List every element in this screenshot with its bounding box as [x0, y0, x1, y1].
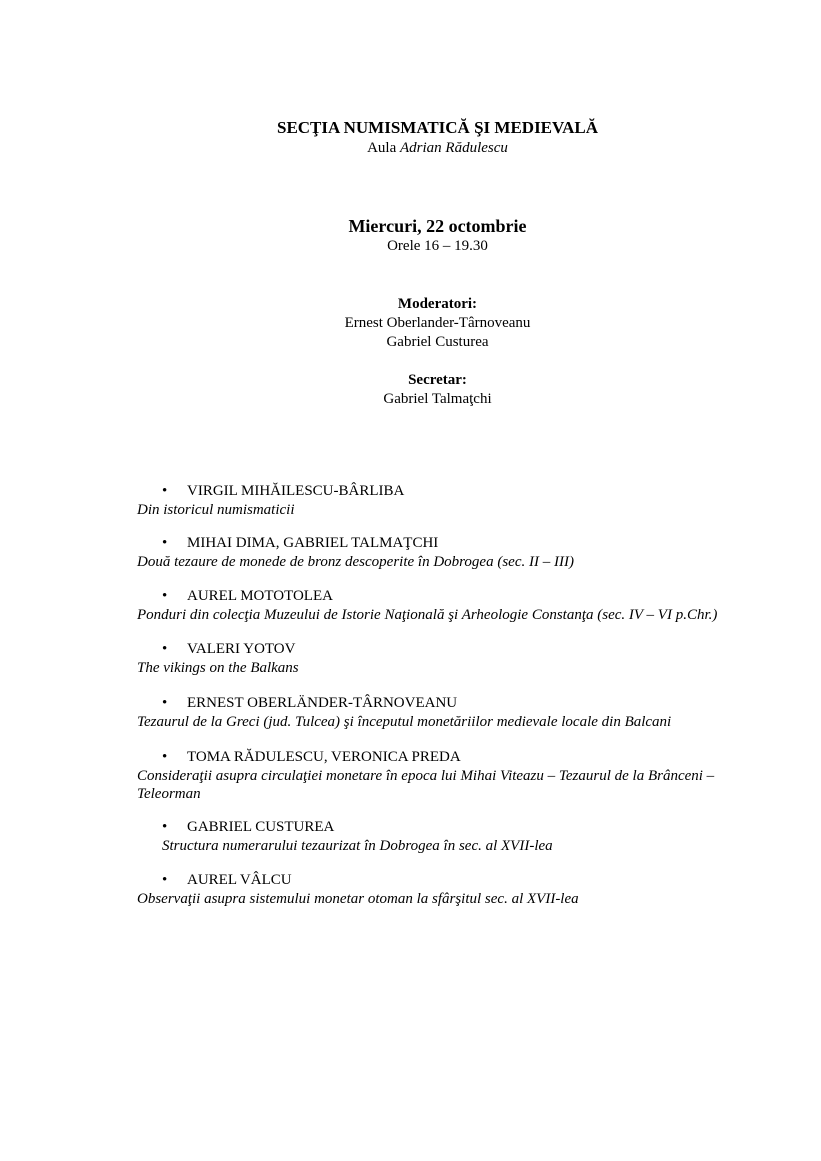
paper-authors: AUREL MOTOTOLEA — [187, 588, 333, 604]
bullet-icon: • — [162, 641, 168, 657]
paper-authors: ERNEST OBERLÄNDER-TÂRNOVEANU — [187, 695, 458, 711]
paper-authors: MIHAI DIMA, GABRIEL TALMAŢCHI — [187, 535, 439, 551]
paper-item — [137, 640, 777, 677]
moderator-name: Gabriel Custurea — [386, 334, 489, 350]
paper-title: Din istoricul numismaticii — [137, 502, 295, 518]
paper-item — [137, 818, 777, 855]
bullet-icon: • — [162, 483, 168, 499]
section-title: SECŢIA NUMISMATICĂ ŞI MEDIEVALĂ — [276, 118, 599, 137]
moderators-label: Moderatori: — [397, 296, 478, 312]
bullet-icon: • — [162, 872, 168, 888]
secretary-label: Secretar: — [408, 372, 467, 388]
paper-title: Observaţii asupra sistemului monetar otoman la sfârşitul sec. al XVII-lea — [137, 891, 579, 907]
paper-item — [137, 748, 777, 803]
bullet-icon: • — [162, 535, 168, 551]
paper-title: Tezaurul de la Greci (jud. Tulcea) şi începutul monetăriilor medievale locale din Balcani — [137, 714, 672, 730]
paper-item — [137, 694, 777, 731]
paper-item — [137, 534, 777, 571]
paper-item — [137, 587, 777, 624]
session-hours: Orele 16 – 19.30 — [387, 238, 488, 254]
paper-item — [137, 871, 777, 908]
paper-authors: VIRGIL MIHĂILESCU-BÂRLIBA — [187, 483, 405, 499]
paper-authors: TOMA RĂDULESCU, VERONICA PREDA — [187, 749, 461, 765]
paper-authors: AUREL VÂLCU — [187, 872, 292, 888]
paper-title: Ponduri din colecţia Muzeului de Istorie Naţională şi Arheologie Constanţa (sec. IV – VI p.Chr.) — [137, 607, 718, 623]
room-name: Adrian Rădulescu — [400, 140, 508, 156]
bullet-icon: • — [162, 749, 168, 765]
paper-item — [137, 482, 777, 519]
paper-title: Două tezaure de monede de bronz descoperite în Dobrogea (sec. II – III) — [137, 554, 574, 570]
session-date: Miercuri, 22 octombrie — [348, 216, 527, 236]
paper-title: Consideraţii asupra circulaţiei monetare în epoca lui Mihai Viteazu – Tezaurul de la Brânceni – Teleorman — [137, 768, 715, 802]
bullet-icon: • — [162, 588, 168, 604]
bullet-icon: • — [162, 819, 168, 835]
room-line — [0, 139, 821, 157]
secretary-name: Gabriel Talmaţchi — [383, 391, 492, 407]
paper-title: Structura numerarului tezaurizat în Dobrogea în sec. al XVII-lea — [162, 838, 553, 854]
paper-authors: VALERI YOTOV — [187, 641, 296, 657]
room-prefix: Aula — [367, 140, 397, 156]
moderator-name: Ernest Oberlander-Târnoveanu — [344, 315, 531, 331]
paper-title: The vikings on the Balkans — [137, 660, 299, 676]
bullet-icon: • — [162, 695, 168, 711]
paper-authors: GABRIEL CUSTUREA — [187, 819, 335, 835]
